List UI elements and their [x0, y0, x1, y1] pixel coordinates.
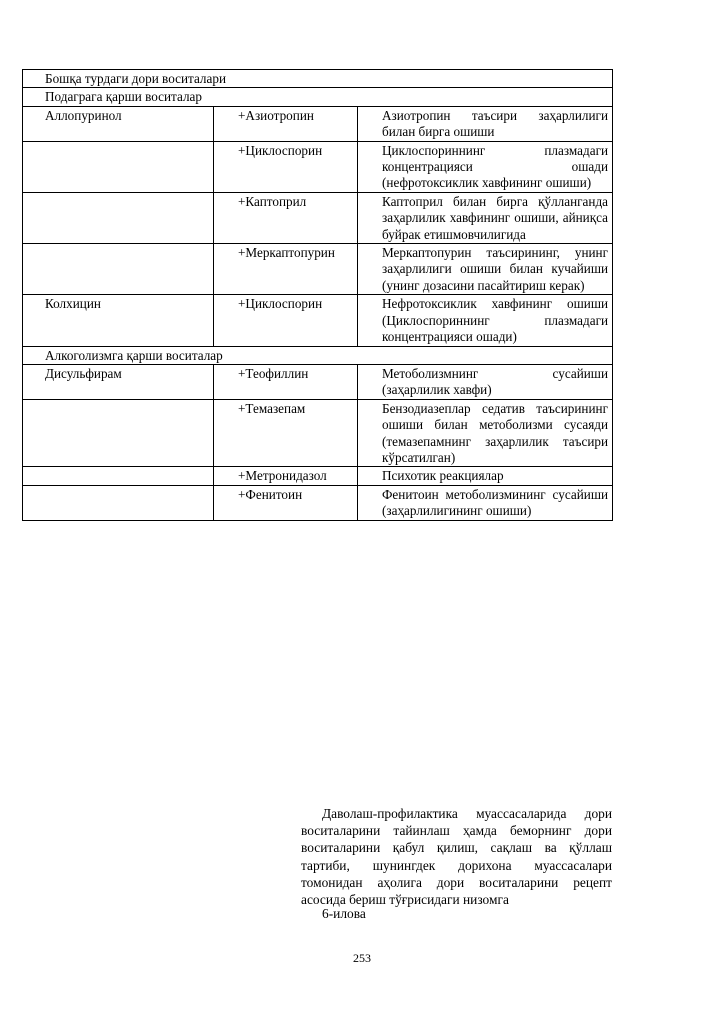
approval-text: Даволаш-профилактика муассасаларида дори воситаларини тайинлаш ҳамда беморнинг дори воситаларини қабул қилиш, сақлаш ва қўллаш тартиби, шунингдек дорихона муассасалари томонидан аҳолига дори воситаларини рецепт асосида бериш тўғрисидаги низомга — [301, 806, 612, 908]
effect-cell: Каптоприл билан бирга қўлланганда заҳарлилик хавфининг ошиши, айниқса буйрак етишмовчилигида — [358, 192, 613, 243]
section-title: Алкоголизмга қарши воситалар — [23, 346, 613, 364]
table-row — [23, 295, 613, 346]
interaction-cell: +Фенитоин — [214, 485, 358, 520]
effect-cell: Азиотропин таъсири заҳарлилиги билан бирга ошиши — [358, 106, 613, 141]
drug-cell — [23, 244, 214, 295]
drug-cell — [23, 141, 214, 192]
effect-cell: Меркаптопурин таъсирининг, унинг заҳарлилиги ошиши билан кучайиши (унинг дозасини пасайтириш керак) — [358, 244, 613, 295]
appendix-approval-note — [301, 805, 612, 908]
interaction-cell: +Азиотропин — [214, 106, 358, 141]
table-row — [23, 244, 613, 295]
table-row — [23, 399, 613, 467]
interaction-cell: +Теофиллин — [214, 364, 358, 399]
drug-interactions-table — [22, 69, 613, 521]
table-row — [23, 485, 613, 520]
page-number: 253 — [353, 951, 371, 965]
effect-cell: Циклоспориннинг плазмадаги концентрацияси ошади (нефротоксиклик хавфининг ошиши) — [358, 141, 613, 192]
table-row — [23, 467, 613, 485]
drug-cell — [23, 485, 214, 520]
interaction-cell: +Метронидазол — [214, 467, 358, 485]
effect-cell: Бензодиазеплар седатив таъсирининг ошиши билан метоболизми сусаяди (темазепамнинг заҳарлилик таъсири кўрсатилган) — [358, 399, 613, 467]
interaction-cell: +Меркаптопурин — [214, 244, 358, 295]
drug-cell: Колхицин — [23, 295, 214, 346]
effect-cell: Метоболизмнинг сусайиши (заҳарлилик хавфи) — [358, 364, 613, 399]
table-row — [23, 141, 613, 192]
interaction-cell: +Циклоспорин — [214, 141, 358, 192]
effect-cell: Фенитоин метоболизмининг сусайиши (заҳарлилигининг ошиши) — [358, 485, 613, 520]
drug-cell: Аллопуринол — [23, 106, 214, 141]
interaction-cell: +Каптоприл — [214, 192, 358, 243]
drug-cell — [23, 467, 214, 485]
effect-cell: Нефротоксиклик хавфининг ошиши (Циклоспориннинг плазмадаги концентрацияси ошади) — [358, 295, 613, 346]
table-row — [23, 192, 613, 243]
interaction-cell: +Циклоспорин — [214, 295, 358, 346]
drug-cell — [23, 399, 214, 467]
table-row — [23, 106, 613, 141]
section-row — [23, 88, 613, 106]
section-row — [23, 346, 613, 364]
drug-cell — [23, 192, 214, 243]
appendix-label: 6-илова — [322, 906, 366, 921]
section-row — [23, 70, 613, 88]
effect-cell: Психотик реакциялар — [358, 467, 613, 485]
section-title: Бошқа турдаги дори воситалари — [23, 70, 613, 88]
drug-cell: Дисульфирам — [23, 364, 214, 399]
section-title: Подаграга қарши воситалар — [23, 88, 613, 106]
interaction-cell: +Темазепам — [214, 399, 358, 467]
table-row — [23, 364, 613, 399]
